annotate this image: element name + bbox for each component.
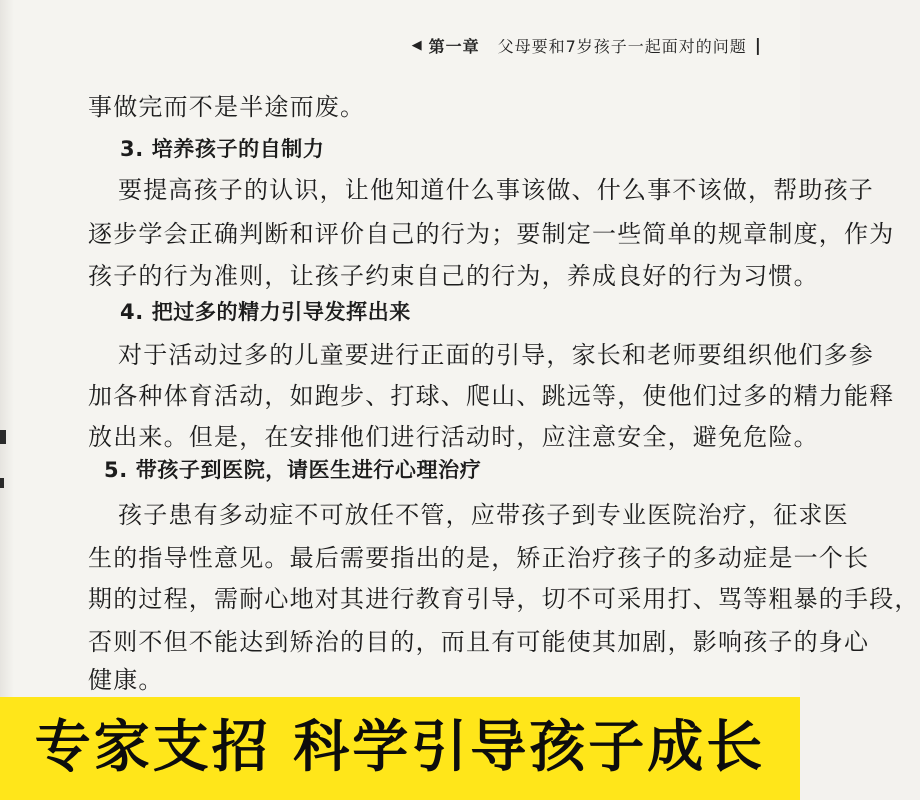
running-header bbox=[412, 34, 762, 57]
paragraph-line: 健康。 bbox=[88, 666, 164, 694]
chapter-label: 第一章 bbox=[428, 37, 480, 56]
page-edge-mark bbox=[0, 478, 4, 488]
paragraph-line: 孩子患有多动症不可放任不管，应带孩子到专业医院治疗，征求医 bbox=[118, 501, 849, 529]
paragraph-line: 要提高孩子的认识，让他知道什么事该做、什么事不该做，帮助孩子 bbox=[118, 176, 874, 204]
section-heading: 3. 培养孩子的自制力 bbox=[120, 137, 325, 161]
promo-banner bbox=[0, 697, 800, 800]
header-marker-icon: ◀ bbox=[411, 38, 423, 53]
paragraph-line: 生的指导性意见。最后需要指出的是，矫正治疗孩子的多动症是一个长 bbox=[88, 544, 870, 572]
paragraph-line: 事做完而不是半途而废。 bbox=[88, 93, 366, 121]
paragraph-line: 期的过程，需耐心地对其进行教育引导，切不可采用打、骂等粗暴的手段， bbox=[88, 585, 920, 613]
paragraph-line: 逐步学会正确判断和评价自己的行为；要制定一些简单的规章制度，作为 bbox=[88, 220, 895, 248]
paragraph-line: 对于活动过多的儿童要进行正面的引导，家长和老师要组织他们多参 bbox=[118, 341, 874, 369]
page-gutter-shadow bbox=[0, 0, 14, 697]
paragraph-line: 加各种体育活动，如跑步、打球、爬山、跳远等，使他们过多的精力能释 bbox=[88, 382, 895, 410]
page-edge-mark bbox=[0, 430, 6, 444]
header-bar: | bbox=[754, 35, 762, 56]
paragraph-line: 否则不但不能达到矫治的目的，而且有可能使其加剧，影响孩子的身心 bbox=[88, 628, 870, 656]
promo-banner-text: 专家支招 科学引导孩子成长 bbox=[34, 715, 766, 780]
section-heading: 5. 带孩子到医院，请医生进行心理治疗 bbox=[104, 458, 482, 482]
paragraph-line: 孩子的行为准则，让孩子约束自己的行为，养成良好的行为习惯。 bbox=[88, 262, 819, 290]
chapter-title: 父母要和7岁孩子一起面对的问题 bbox=[497, 37, 747, 56]
section-heading: 4. 把过多的精力引导发挥出来 bbox=[120, 300, 411, 324]
paragraph-line: 放出来。但是，在安排他们进行活动时，应注意安全，避免危险。 bbox=[88, 423, 819, 451]
